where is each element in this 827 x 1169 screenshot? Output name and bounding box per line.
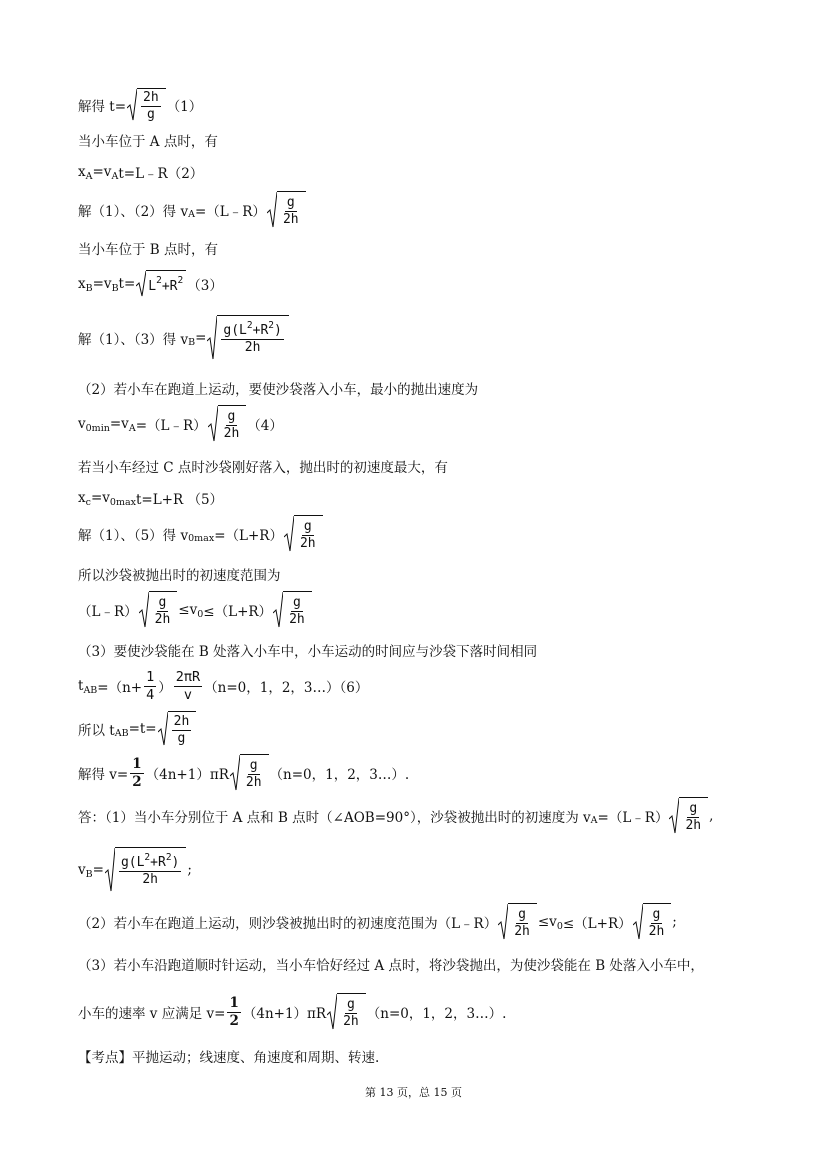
sqrt-g-L2R2-over-2h bbox=[105, 847, 186, 893]
num: g bbox=[158, 594, 167, 610]
den: 2h bbox=[514, 923, 530, 939]
text: +R bbox=[161, 279, 178, 294]
text: =t= bbox=[128, 721, 157, 737]
text: =（L﹣R） bbox=[597, 810, 669, 826]
num: g bbox=[652, 906, 661, 922]
line-solve-t bbox=[78, 88, 202, 122]
den: 2h bbox=[343, 1013, 359, 1029]
den: 2 bbox=[132, 773, 142, 790]
den: v bbox=[183, 686, 193, 703]
text: t= bbox=[118, 276, 136, 292]
den: 2h bbox=[223, 425, 240, 441]
text: = bbox=[195, 330, 207, 346]
sub: A bbox=[128, 422, 136, 434]
text: 当小车位于 A 点时，有 bbox=[78, 134, 218, 150]
text: =（L+R） bbox=[214, 528, 283, 544]
sqrt-g-over-2h bbox=[284, 515, 323, 553]
text: （n=0，1，2，3…）. bbox=[366, 1006, 507, 1022]
line-v0min bbox=[78, 404, 283, 444]
text: =v bbox=[109, 416, 129, 432]
sub: A bbox=[111, 170, 119, 182]
text: 所以沙袋被抛出时的初速度范围为 bbox=[78, 568, 281, 584]
sub: AB bbox=[83, 684, 98, 696]
sub: AB bbox=[114, 727, 129, 739]
num: g bbox=[227, 408, 236, 424]
sqrt-g-over-2h bbox=[633, 903, 672, 941]
text: +R bbox=[252, 322, 269, 338]
text: 解（1）、（2）得 v bbox=[78, 204, 189, 220]
text: 小车的速率 v 应满足 v= bbox=[78, 1006, 226, 1022]
text: ≤v bbox=[178, 602, 198, 618]
text: v bbox=[78, 416, 86, 432]
sub: B bbox=[111, 282, 119, 294]
text: 解（1）、（3）得 v bbox=[78, 332, 189, 348]
line-part2-intro bbox=[78, 378, 478, 398]
sqrt-g-L2R2-over-2h bbox=[207, 315, 288, 361]
sqrt-L2-R2 bbox=[136, 270, 186, 298]
sqrt-2h-over-g bbox=[127, 88, 166, 122]
den: 2h bbox=[299, 535, 316, 551]
text: 答：（1）当小车分别位于 A 点和 B 点时（∠AOB=90°），沙袋被抛出时的初速度为 v bbox=[78, 810, 591, 826]
text: g(L bbox=[223, 322, 247, 338]
line-v0max bbox=[78, 514, 324, 554]
line-xA bbox=[78, 162, 203, 182]
line-range bbox=[78, 590, 313, 630]
text: = bbox=[92, 862, 104, 878]
text: （4n+1）πR bbox=[145, 767, 229, 783]
num: 1 bbox=[229, 995, 239, 1012]
line-kaodian bbox=[78, 1046, 379, 1066]
sub: 0min bbox=[85, 422, 110, 434]
text: =（L﹣R） bbox=[135, 418, 207, 434]
text: +R bbox=[150, 854, 166, 870]
sup: 2 bbox=[165, 851, 172, 863]
num: g bbox=[689, 800, 698, 816]
text: （1） bbox=[166, 99, 203, 115]
sup: 2 bbox=[156, 275, 162, 286]
sub: A bbox=[590, 814, 598, 826]
sqrt-g-over-2h bbox=[498, 903, 537, 941]
sub: B bbox=[85, 868, 93, 880]
den: 2h bbox=[142, 871, 158, 887]
den: 2h bbox=[154, 611, 171, 627]
line-range-intro bbox=[78, 564, 281, 584]
text: =v bbox=[90, 490, 110, 506]
num: 1 bbox=[132, 756, 142, 773]
text: 当小车位于 B 点时，有 bbox=[78, 242, 219, 258]
text: 所以 t bbox=[78, 723, 115, 739]
text: ) bbox=[274, 322, 282, 338]
den: g bbox=[146, 106, 155, 122]
text: t=L+R （5） bbox=[135, 492, 224, 508]
num: g bbox=[249, 757, 258, 773]
den: 2h bbox=[289, 611, 305, 627]
sqrt-g-over-2h bbox=[208, 405, 247, 443]
text: ） bbox=[158, 680, 172, 696]
sqrt-g-over-2h bbox=[273, 591, 312, 629]
num: 2h bbox=[143, 89, 159, 105]
text: ≤（L+R） bbox=[203, 604, 273, 620]
text: x bbox=[78, 164, 86, 180]
num: g bbox=[518, 906, 526, 922]
text: ; bbox=[187, 862, 192, 878]
text: （3） bbox=[187, 278, 223, 294]
line-answer-1 bbox=[78, 796, 713, 836]
line-solve-v bbox=[78, 752, 409, 794]
sup: 2 bbox=[177, 275, 184, 286]
den: g bbox=[177, 730, 186, 746]
sub: c bbox=[85, 496, 91, 508]
den: 2h bbox=[245, 774, 262, 790]
num: g bbox=[347, 996, 355, 1012]
frac-1-over-4 bbox=[144, 670, 156, 701]
sqrt-g-over-2h bbox=[139, 591, 178, 629]
line-vB bbox=[78, 314, 290, 362]
sqrt-g-over-2h bbox=[230, 754, 269, 792]
text: 若当小车经过 C 点时沙袋刚好落入，抛出时的初速度最大，有 bbox=[78, 460, 448, 476]
text: （n=0，1，2，3…）（6） bbox=[204, 680, 369, 696]
sqrt-g-over-2h bbox=[267, 191, 306, 229]
sub: A bbox=[188, 208, 195, 220]
sup: 2 bbox=[144, 851, 151, 863]
line-xB bbox=[78, 268, 223, 300]
line-answer-2 bbox=[78, 902, 677, 942]
text: 解得 t= bbox=[78, 99, 127, 115]
sqrt-g-over-2h bbox=[327, 993, 366, 1031]
line-answer-3-intro bbox=[78, 954, 704, 974]
sub: B bbox=[85, 282, 93, 294]
text: t=L﹣R（2） bbox=[118, 166, 204, 182]
text: （n=0，1，2，3…）. bbox=[269, 767, 410, 783]
text: x bbox=[78, 490, 86, 506]
text: , bbox=[709, 808, 714, 824]
line-xc bbox=[78, 488, 223, 508]
num: g bbox=[303, 518, 312, 534]
sub: 0max bbox=[188, 532, 215, 544]
line-vA bbox=[78, 190, 307, 230]
sub: 0max bbox=[109, 496, 136, 508]
text: L bbox=[148, 279, 157, 294]
text: （3）若小车沿跑道顺时针运动，当小车恰好经过 A 点时，将沙袋抛出，为使沙袋能在 B 处落入小车中， bbox=[78, 958, 704, 974]
text: 解得 v= bbox=[78, 767, 129, 783]
den: 2h bbox=[244, 339, 261, 355]
den: 2h bbox=[648, 923, 665, 939]
text: 解（1）、（5）得 v bbox=[78, 528, 189, 544]
line-tAB bbox=[78, 664, 368, 708]
line-answer-3 bbox=[78, 988, 506, 1036]
text: （4n+1）πR bbox=[242, 1006, 327, 1022]
text: ≤（L+R） bbox=[562, 916, 632, 932]
text: （4） bbox=[247, 418, 283, 434]
text: v bbox=[78, 862, 86, 878]
num: 2h bbox=[173, 713, 190, 729]
sqrt-2h-over-g bbox=[158, 711, 197, 747]
sqrt-g-over-2h bbox=[669, 797, 708, 835]
num: g bbox=[292, 594, 301, 610]
text: （L﹣R） bbox=[78, 604, 138, 620]
text: （2）若小车在跑道上运动，要使沙袋落入小车，最小的抛出速度为 bbox=[78, 382, 479, 398]
text: ) bbox=[171, 854, 180, 870]
text: =（n+ bbox=[97, 680, 143, 696]
text: ; bbox=[672, 914, 677, 930]
line-at-C bbox=[78, 456, 448, 476]
den: 2h bbox=[685, 817, 702, 833]
text: （3）要使沙袋能在 B 处落入小车中，小车运动的时间应与沙袋下落时间相同 bbox=[78, 644, 538, 660]
line-tAB-equals-t bbox=[78, 710, 197, 748]
num: 1 bbox=[146, 669, 155, 686]
frac-2piR-over-v bbox=[174, 670, 202, 701]
num: g bbox=[286, 194, 295, 210]
sub: 0 bbox=[197, 608, 204, 620]
sub: B bbox=[188, 336, 196, 348]
text: 【考点】平抛运动；线速度、角速度和周期、转速. bbox=[78, 1050, 380, 1066]
sub: 0 bbox=[556, 920, 563, 932]
sup: 2 bbox=[268, 319, 275, 331]
text: x bbox=[78, 276, 86, 292]
den: 2h bbox=[282, 211, 299, 227]
frac-1-over-2 bbox=[227, 996, 240, 1027]
text: =（L﹣R） bbox=[194, 204, 266, 220]
line-answer-vB bbox=[78, 846, 192, 894]
sub: A bbox=[85, 170, 93, 182]
den: 4 bbox=[146, 686, 155, 703]
text: （2）若小车在跑道上运动，则沙袋被抛出时的初速度范围为（L﹣R） bbox=[78, 916, 498, 932]
text: =v bbox=[92, 276, 112, 292]
text: =v bbox=[92, 164, 112, 180]
sup: 2 bbox=[246, 319, 253, 331]
frac-1-over-2 bbox=[130, 757, 143, 788]
page-footer: 第 13 页，总 15 页 bbox=[365, 1086, 462, 1099]
text: ≤v bbox=[537, 914, 557, 930]
text: t bbox=[78, 678, 84, 694]
line-at-B bbox=[78, 238, 218, 258]
text: g(L bbox=[120, 854, 145, 870]
line-at-A bbox=[78, 130, 218, 150]
line-part3-intro bbox=[78, 640, 537, 660]
num: 2πR bbox=[175, 669, 201, 686]
den: 2 bbox=[229, 1012, 239, 1029]
